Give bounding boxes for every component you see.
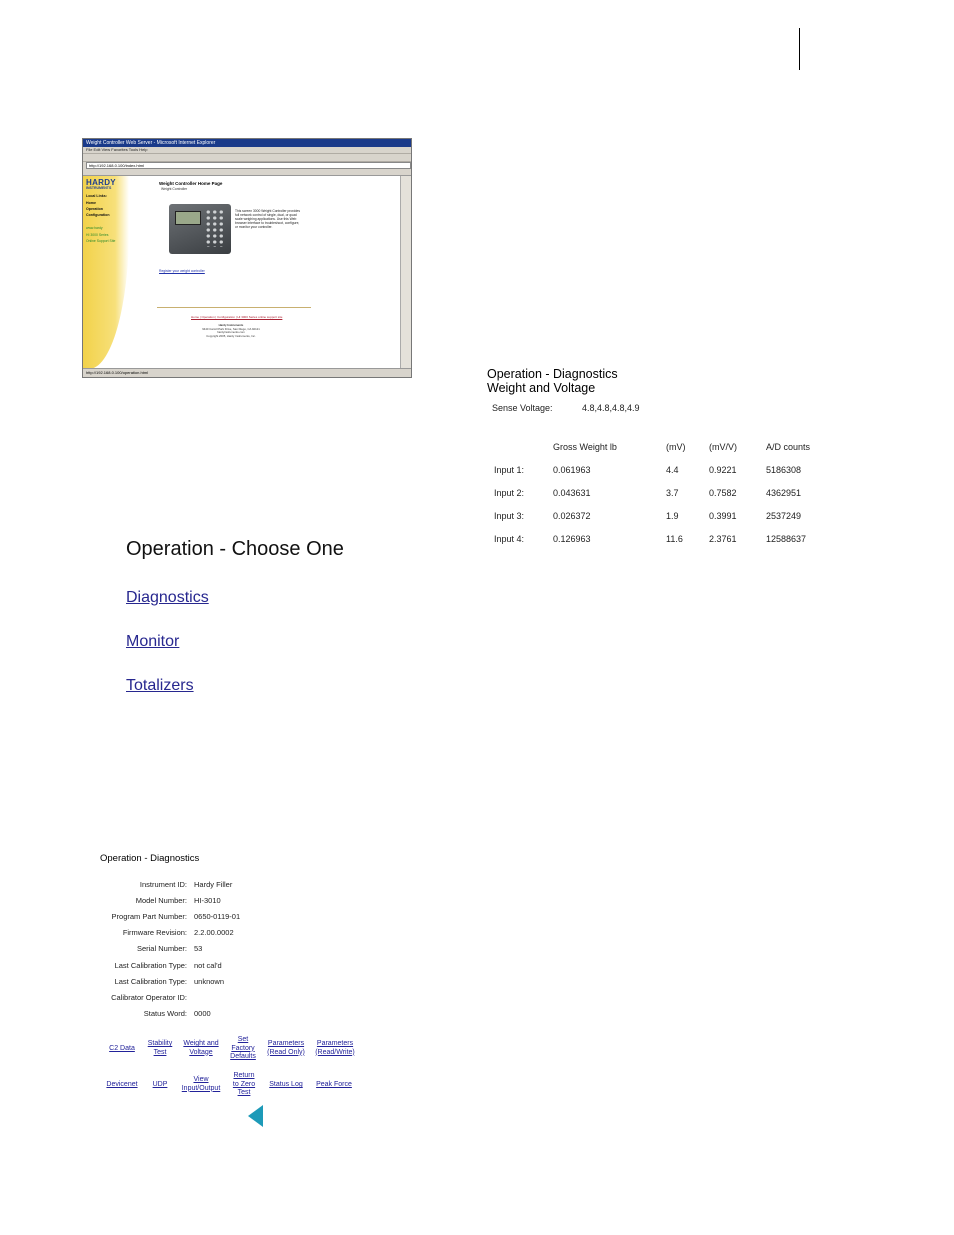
- parameters-read-write-link[interactable]: Parameters (Read/Write): [315, 1040, 355, 1056]
- cell-gross: 0.061963: [553, 465, 591, 475]
- home-divider: [157, 307, 311, 308]
- back-arrow-icon[interactable]: [248, 1105, 263, 1127]
- weight-voltage-link[interactable]: Weight and Voltage: [183, 1040, 219, 1056]
- choose-title: Operation - Choose One: [126, 538, 344, 560]
- browser-title: Weight Controller Web Server - Microsoft Internet Explorer: [83, 139, 411, 147]
- footer-line: Copyright 2005, Hardy Instruments, Inc.: [206, 333, 256, 338]
- cell-mv: 3.7: [666, 488, 679, 498]
- field-value: 0650-0119-01: [194, 912, 241, 921]
- device-display: [175, 211, 201, 225]
- home-title: Weight Controller Home Page: [159, 181, 223, 186]
- udp-link[interactable]: UDP: [152, 1081, 168, 1088]
- cell-gross: 0.126963: [553, 534, 591, 544]
- browser-viewport: [83, 176, 401, 369]
- field-value: 2.2.00.0002: [194, 928, 234, 937]
- field-label: Model Number:: [135, 896, 187, 905]
- browser-menu: File Edit View Favorites Tools Help: [86, 147, 148, 152]
- sidebar-link-hardy[interactable]: www.hardy: [86, 226, 103, 230]
- status-log-link[interactable]: Status Log: [269, 1081, 303, 1088]
- sidebar-item-configuration[interactable]: Configuration: [86, 213, 110, 217]
- row-label: Input 4:: [494, 534, 525, 544]
- weight-voltage-title: [487, 367, 618, 395]
- cell-mv: 11.6: [666, 534, 683, 544]
- cell-gross: 0.026372: [553, 511, 591, 521]
- field-value: unknown: [194, 977, 225, 986]
- field-label: Program Part Number:: [111, 912, 187, 921]
- field-label: Status Word:: [143, 1009, 187, 1018]
- field-value: HI-3010: [194, 896, 221, 905]
- row-label: Input 2:: [494, 488, 525, 498]
- hardy-sidebar: [83, 176, 129, 369]
- sidebar-link-support[interactable]: Online Support Site: [86, 239, 116, 243]
- sidebar-item-home[interactable]: Home: [86, 201, 96, 205]
- cell-ad: 2537249: [766, 511, 802, 521]
- field-label: Last Calibration Type:: [114, 961, 187, 970]
- field-value: 0000: [194, 1009, 211, 1018]
- device-keypad: [205, 209, 225, 247]
- totalizers-link[interactable]: Totalizers: [126, 677, 194, 694]
- cell-mvv: 0.7582: [709, 488, 737, 498]
- register-link[interactable]: Register your weight controller: [159, 269, 205, 273]
- cell-mvv: 0.3991: [709, 511, 737, 521]
- diagnostics-title: Operation - Diagnostics: [100, 853, 200, 864]
- col-ad-counts: A/D counts: [766, 442, 811, 452]
- cell-ad: 12588637: [766, 534, 807, 544]
- peak-force-link[interactable]: Peak Force: [316, 1081, 352, 1088]
- return-to-zero-link[interactable]: Return to Zero Test: [232, 1072, 256, 1096]
- row-label: Input 3:: [494, 511, 525, 521]
- view-io-link[interactable]: View Input/Output: [181, 1076, 221, 1092]
- home-subtitle: Weight Controller: [161, 187, 188, 191]
- parameters-read-only-link[interactable]: Parameters (Read Only): [267, 1040, 305, 1056]
- hardy-logo-sub: INSTRUMENTS: [86, 186, 112, 190]
- browser-links-bar: [83, 169, 411, 176]
- browser-scrollbar[interactable]: [400, 176, 411, 369]
- sidebar-link-series[interactable]: HI 3000 Series: [86, 233, 109, 237]
- address-input[interactable]: http://192.168.0.100/index.html: [86, 162, 411, 169]
- monitor-link[interactable]: Monitor: [126, 633, 180, 650]
- browser-toolbar: [83, 153, 411, 162]
- sense-voltage-value: 4.8,4.8,4.8,4.9: [582, 403, 640, 413]
- field-label: Calibrator Operator ID:: [111, 993, 187, 1002]
- field-label: Firmware Revision:: [122, 928, 187, 937]
- diagnostics-link[interactable]: Diagnostics: [126, 589, 209, 606]
- devicenet-link[interactable]: Devicenet: [106, 1081, 138, 1088]
- browser-window: [82, 138, 412, 378]
- field-value: 53: [194, 944, 203, 953]
- hardy-logo: HARDY: [86, 178, 116, 187]
- factory-defaults-link[interactable]: Set Factory Defaults: [230, 1036, 256, 1060]
- field-value: Hardy Filler: [194, 880, 233, 889]
- sidebar-item-operation[interactable]: Operation: [86, 207, 103, 211]
- col-gross-weight: Gross Weight lb: [553, 442, 617, 452]
- cell-ad: 5186308: [766, 465, 802, 475]
- footer-links[interactable]: Home | Operation | Configuration | HI 3000 Series online support site: [191, 315, 283, 319]
- sense-voltage-label: Sense Voltage:: [492, 403, 553, 413]
- footer-address: [183, 324, 279, 338]
- cell-gross: 0.043631: [553, 488, 591, 498]
- browser-address-bar: [83, 162, 411, 169]
- row-label: Input 1:: [494, 465, 525, 475]
- cell-mv: 4.4: [666, 465, 679, 475]
- cell-mv: 1.9: [666, 511, 679, 521]
- footer-line: 9440 Carroll Park Drive, San Diego, CA 92121: [202, 326, 260, 331]
- field-value: not cal'd: [194, 961, 222, 970]
- footer-line: Hardy Instruments: [218, 323, 244, 327]
- footer-line: hardyinstruments.com: [217, 330, 245, 335]
- home-description: This screen 3000 Weight Controller provides full network control of single, dual, or quad scale weighing applications. Use this Web browser interface to troubleshoot, configure, or monitor your controller.: [235, 209, 300, 229]
- page-rule: [799, 28, 800, 70]
- browser-statusbar: http://192.168.0.100/operation.html: [83, 368, 412, 377]
- weight-voltage-subheading: Weight and Voltage: [487, 381, 596, 395]
- weight-controller-image: [169, 204, 231, 254]
- field-label: Instrument ID:: [139, 880, 187, 889]
- weight-voltage-heading: Operation - Diagnostics: [487, 367, 618, 381]
- c2-data-link[interactable]: C2 Data: [109, 1045, 135, 1052]
- col-mvv: (mV/V): [709, 442, 737, 452]
- stability-test-link[interactable]: Stability Test: [147, 1040, 173, 1056]
- sidebar-local-links: Local Links:: [86, 194, 107, 198]
- cell-mvv: 0.9221: [709, 465, 737, 475]
- cell-mvv: 2.3761: [709, 534, 737, 544]
- field-label: Serial Number:: [136, 944, 187, 953]
- cell-ad: 4362951: [766, 488, 802, 498]
- field-label: Last Calibration Type:: [114, 977, 187, 986]
- col-mv: (mV): [666, 442, 686, 452]
